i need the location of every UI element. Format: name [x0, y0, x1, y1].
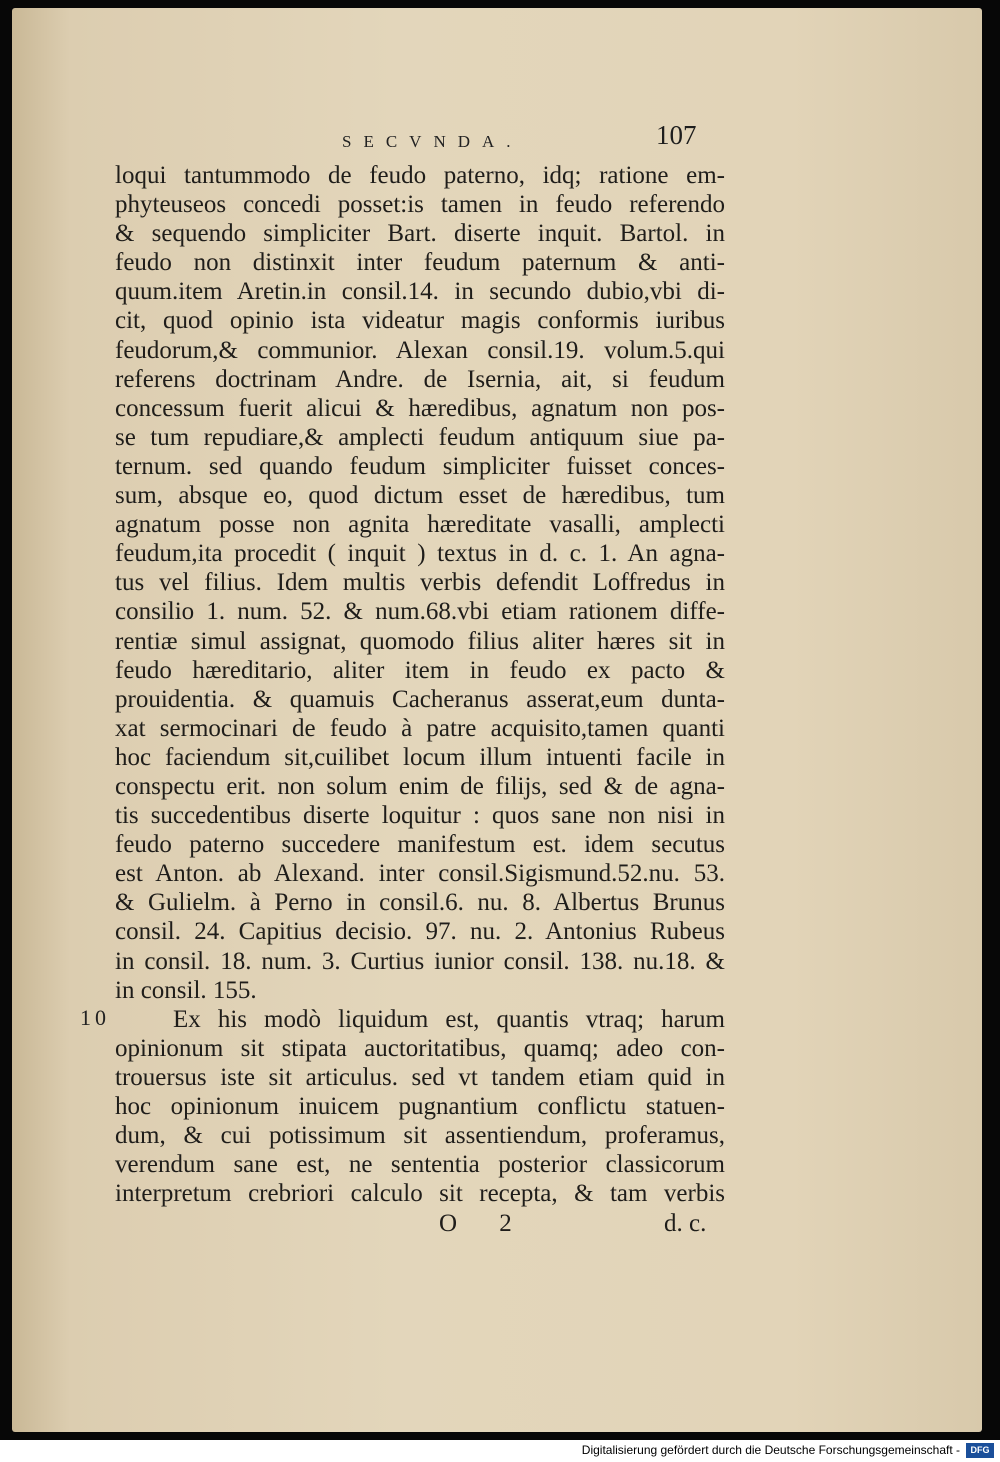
text-line: feudorum,& communior. Alexan consil.19. volum.5.qui: [115, 336, 725, 364]
text-line: tis succedentibus diserte loquitur : quos sane non nisi in: [115, 802, 725, 830]
text-line: est Anton. ab Alexand. inter consil.Sigismund.52.nu. 53.: [115, 860, 725, 888]
text-line: cit, quod opinio ista videatur magis conformis iuribus: [115, 307, 725, 335]
digitization-credit: Digitalisierung gefördert durch die Deutsche Forschungsgemeinschaft -: [581, 1443, 960, 1457]
text-line: rentiæ simul assignat, quomodo filius aliter hæres sit in: [115, 627, 725, 655]
text-line: conspectu erit. non solum enim de filijs, sed & de agna-: [115, 772, 725, 800]
text-line: referens doctrinam Andre. de Isernia, ait, si feudum: [115, 365, 725, 393]
text-line: se tum repudiare,& amplecti feudum antiquum siue pa-: [115, 423, 725, 451]
text-line: Ex his modò liquidum est, quantis vtraq; harum: [173, 1005, 725, 1033]
text-line: agnatum posse non agnita hæreditate vasalli, amplecti: [115, 511, 725, 539]
text-line: verendum sane est, ne sententia posterior classicorum: [115, 1151, 725, 1179]
text-line: opinionum sit stipata auctoritatibus, quamq; adeo con-: [115, 1034, 725, 1062]
text-line: consil. 24. Capitius decisio. 97. nu. 2. Antonius Rubeus: [115, 918, 725, 946]
book-page: [12, 8, 982, 1432]
text-line: phyteuseos concedi posset:is tamen in feudo referendo: [115, 191, 725, 219]
text-line: dum, & cui potissimum sit assentiendum, proferamus,: [115, 1122, 725, 1150]
dfg-logo-icon: DFG: [966, 1443, 994, 1458]
signature-mark: O 2: [439, 1210, 530, 1237]
text-line: feudo hæreditario, aliter item in feudo ex pacto &: [115, 656, 725, 684]
text-line: hoc opinionum inuicem pugnantium conflictu statuen-: [115, 1093, 725, 1120]
text-line: & Gulielm. à Perno in consil.6. nu. 8. Albertus Brunus: [115, 889, 725, 917]
text-line: loqui tantummodo de feudo paterno, idq; ratione em-: [115, 162, 725, 189]
text-line: feudo paterno succedere manifestum est. idem secutus: [115, 831, 725, 859]
text-line: in consil. 155.: [115, 976, 257, 1004]
text-line: trouersus iste sit articulus. sed vt tandem etiam quid in: [115, 1063, 725, 1091]
text-line: interpretum crebriori calculo sit recepta, & tam verbis: [115, 1180, 725, 1208]
text-line: concessum fuerit alicui & hæredibus, agnatum non pos-: [115, 394, 725, 422]
text-line: sum, absque eo, quod dictum esset de hæredibus, tum: [115, 482, 725, 510]
text-line: quum.item Aretin.in consil.14. in secundo dubio,vbi di-: [115, 278, 725, 306]
digitization-footer: [0, 1440, 1000, 1462]
text-line: tus vel filius. Idem multis verbis defendit Loffredus in: [115, 569, 725, 597]
text-line: prouidentia. & quamuis Cacheranus asserat,eum dunta-: [115, 685, 725, 713]
text-line: hoc faciendum sit,cuilibet locum illum intuenti facile in: [115, 743, 725, 771]
page-number: 107: [656, 120, 697, 150]
catchword: d. c.: [664, 1210, 707, 1237]
running-head: SECVNDA.: [342, 132, 523, 151]
text-line: in consil. 18. num. 3. Curtius iunior consil. 138. nu.18. &: [115, 947, 725, 975]
margin-note: 10: [80, 1005, 110, 1030]
text-line: xat sermocinari de feudo à patre acquisito,tamen quanti: [115, 714, 725, 742]
text-line: & sequendo simpliciter Bart. diserte inquit. Bartol. in: [115, 220, 725, 248]
text-line: feudo non distinxit inter feudum paternum & anti-: [115, 249, 725, 277]
text-line: consilio 1. num. 52. & num.68.vbi etiam rationem diffe-: [115, 598, 725, 626]
text-line: feudum,ita procedit ( inquit ) textus in d. c. 1. An agna-: [115, 540, 725, 568]
text-line: ternum. sed quando feudum simpliciter fuisset conces-: [115, 452, 725, 480]
body-text: [115, 161, 725, 1208]
